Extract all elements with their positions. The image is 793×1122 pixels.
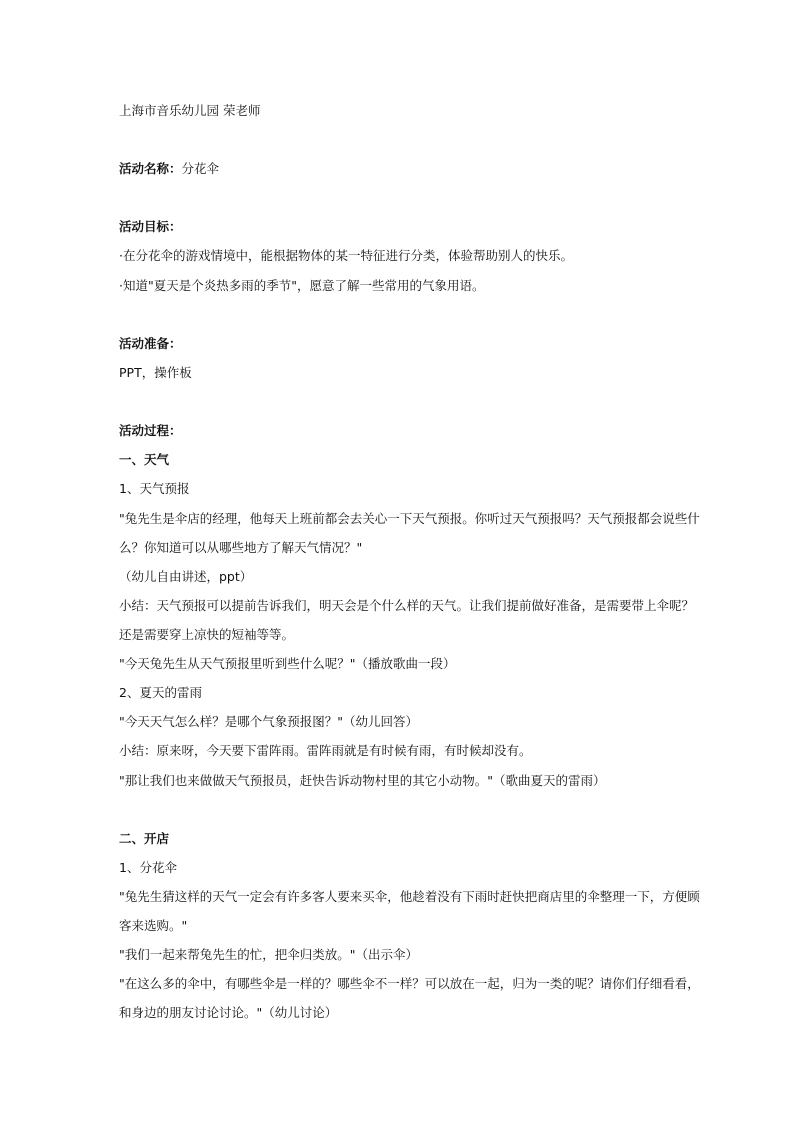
paragraph-line: 客来选购。" [119,918,188,933]
paragraph-line: "那让我们也来做做天气预报员，赶快告诉动物村里的其它小动物。"（歌曲夏天的雷雨） [119,773,606,788]
goal-item: ·知道"夏天是个炎热多雨的季节"，愿意了解一些常用的气象用语。 [119,278,485,293]
paragraph-line: 小结：原来呀，今天要下雷阵雨。雷阵雨就是有时候有雨，有时候却没有。 [119,743,532,758]
preparation-content: PPT，操作板 [119,365,192,380]
paragraph-line: "兔先生猜这样的天气一定会有许多客人要来买伞，他趁着没有下雨时赶快把商店里的伞整理一下，方便顾 [119,889,700,904]
paragraph-line: "兔先生是伞店的经理，他每天上班前都会去关心一下天气预报。你听过天气预报吗？天气预报都会说些什 [119,511,700,526]
activity-name-row [119,161,679,177]
paragraph-line: 和身边的朋友讨论讨论。"（幼儿讨论） [119,1005,338,1020]
paragraph-line: 小结：天气预报可以提前告诉我们，明天会是个什么样的天气。让我们提前做好准备，是需要带上伞呢？ [119,598,695,613]
paragraph-line: "我们一起来帮兔先生的忙，把伞归类放。"（出示伞） [119,947,419,962]
author-line: 上海市音乐幼儿园 荣老师 [119,103,261,118]
activity-name-label: 活动名称： [119,161,182,176]
paragraph-line: "今天天气怎么样？是哪个气象预报图？"（幼儿回答） [119,714,419,729]
section-title: 二、开店 [119,831,170,846]
paragraph-line: "今天兔先生从天气预报里听到些什么呢？"（播放歌曲一段） [119,656,456,671]
subsection-title: 2、夏天的雷雨 [119,685,202,700]
preparation-heading: 活动准备： [119,336,182,351]
paragraph-line: 么？你知道可以从哪些地方了解天气情况？" [119,540,363,555]
goals-heading: 活动目标： [119,219,182,234]
subsection-title: 1、天气预报 [119,481,190,496]
process-heading: 活动过程： [119,423,182,438]
goal-item: ·在分花伞的游戏情境中，能根据物体的某一特征进行分类，体验帮助别人的快乐。 [119,248,573,263]
paragraph-line: 还是需要穿上凉快的短袖等等。 [119,627,295,642]
paragraph-line: "在这么多的伞中，有哪些伞是一样的？哪些伞不一样？可以放在一起，归为一类的呢？请你们仔细看看， [119,976,700,991]
section-title: 一、天气 [119,452,170,467]
activity-name-value: 分花伞 [181,161,220,176]
subsection-title: 1、分花伞 [119,860,177,875]
paragraph-line: （幼儿自由讲述，ppt） [119,569,253,584]
